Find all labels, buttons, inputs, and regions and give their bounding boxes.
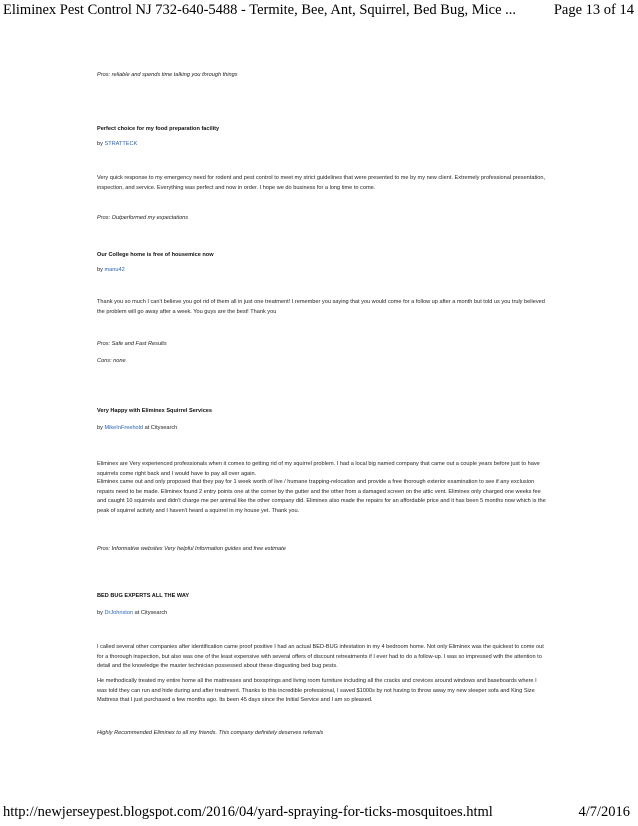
author-link[interactable]: STRATTECK <box>104 141 138 147</box>
review-body <box>97 460 547 479</box>
author-link[interactable]: manu42 <box>104 267 125 273</box>
review-cons: Cons: none <box>97 358 126 364</box>
document-title: Eliminex Pest Control NJ 732-640-5488 - Termite, Bee, Ant, Squirrel, Bed Bug, Mice ... <box>3 2 517 18</box>
print-date: 4/7/2016 <box>578 804 630 820</box>
by-suffix: at Citysearch <box>143 425 178 431</box>
review-pros: Pros: Safe and Fast Results <box>97 341 167 347</box>
review-body <box>97 298 547 317</box>
by-prefix: by <box>97 610 105 616</box>
review-body <box>97 677 547 706</box>
page-url: http://newjerseypest.blogspot.com/2016/04/yard-spraying-for-ticks-mosquitoes.html <box>3 804 493 820</box>
review-paragraph: He methodically treated my entire home all the mattresses and boxsprings and living room furniture including all the cracks and crevices around windows and baseboards where I was told they can run and hide during and after treatment. Thanks to this incredible professional, I saved $1000s by not having to throw away my new sleeper sofa and King Size Mattress that I just purchased a few months ago. Its been 45 days since the Initial Service and I am so pleased. <box>97 678 537 704</box>
review-title: Very Happy with Eliminex Squirrel Services <box>97 408 213 414</box>
page-header <box>0 0 638 30</box>
review-paragraph: Very quick response to my emergency need for rodent and pest control to meet my strict guidelines that were presented to me by my new client. Extremely professional presentation, inspection, and service. Everything was perfect and now in order. I hope we do business for a long time to come. <box>97 175 546 191</box>
review-body <box>97 174 547 193</box>
review-pros: Pros: Outperformed my expectations <box>97 215 189 221</box>
review-body <box>97 478 547 516</box>
page-number: Page 13 of 14 <box>553 2 634 18</box>
author-link[interactable]: MikeInFreehold <box>104 425 144 431</box>
review-pros: Highly Recommended Eliminex to all my friends. This company definitely deserves referrals <box>97 730 324 736</box>
review-author-line <box>97 609 547 619</box>
review-paragraph: Thank you so much I can't believe you got rid of them all in just one treatment! I remember you saying that you would come for a follow up after a month but told us you truly believed the problem will go away after a week. You guys are the best! Thank you <box>97 299 545 315</box>
review-title: BED BUG EXPERTS ALL THE WAY <box>97 593 190 599</box>
review-paragraph: Eliminex are Very experienced professionals when it comes to getting rid of my squirrel problem. I had a local big named company that came out a couple years before just to have squirrels come right back and I would have to pay all over again. <box>97 461 540 477</box>
review-paragraph: I called several other companies after identification came proof positive I had an actual BED-BUG infestation in my 4 bedroom home. Not only Eliminex was the quickest to come out for a thorough inspection, but also was one of the least expensive with several offers of discount retreatments if I ever had to do a follow-up. I was so impressed with the attention to detail and the knowledge the master technician possessed about these disgusting bed bug pests. <box>97 644 544 670</box>
review-pros: Pros: reliable and spends time talking you through things <box>97 72 238 78</box>
by-prefix: by <box>97 425 105 431</box>
review-author-line <box>97 424 547 434</box>
by-suffix: at Citysearch <box>133 610 168 616</box>
review-pros: Pros: Informative websites Very helpful Information guides and free estimate <box>97 546 286 552</box>
page-footer <box>0 804 638 826</box>
review-author-line <box>97 266 547 276</box>
by-prefix: by <box>97 267 105 273</box>
by-prefix: by <box>97 141 105 147</box>
review-author-line <box>97 140 547 150</box>
review-title: Perfect choice for my food preparation facility <box>97 126 220 132</box>
review-title: Our College home is free of housemice now <box>97 252 214 258</box>
author-link[interactable]: DrJohnston <box>104 610 134 616</box>
review-body <box>97 643 547 672</box>
review-paragraph: Eliminex came out and only proposed that they pay for 1 week worth of live / humane trapping-relocation and provide a free thorough exterior examination to see if any exclusion repairs need to be made. Eliminex found 2 entry points one at the corner by the gutter and the other from a damaged screen on the attic vent. Eliminex only charged one weeks fee and caught 10 squirrels and didn't charge me per animal like the other company did. Eliminex also made the repairs for an affordable price and it has been 5 months now which is the peak of squirrel activity and I haven't heard a squirrel in my house yet. Thank you. <box>97 479 546 514</box>
